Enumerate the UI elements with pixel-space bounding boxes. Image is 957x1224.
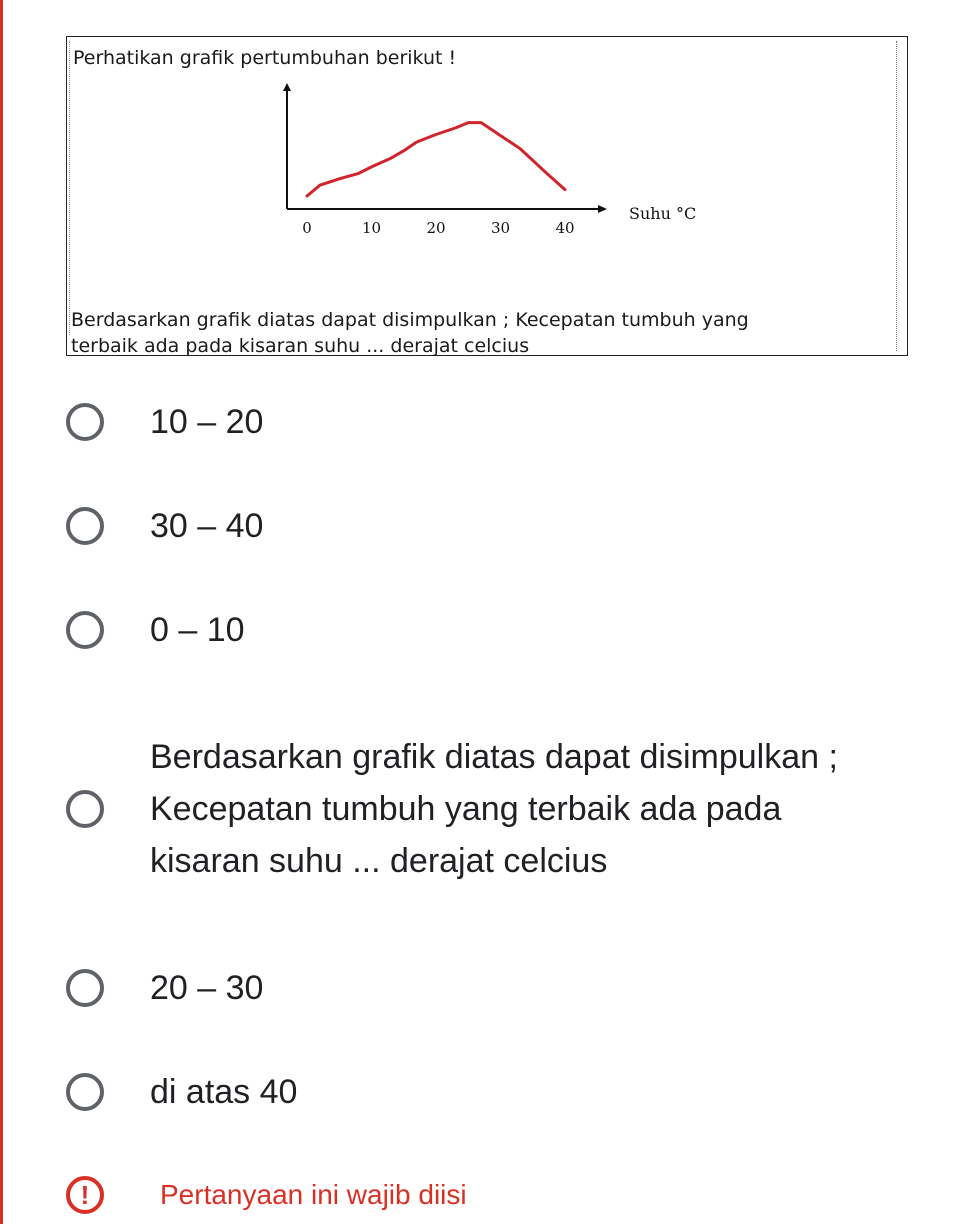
radio-button[interactable] <box>66 790 104 828</box>
radio-button[interactable] <box>66 507 104 545</box>
x-tick-label: 30 <box>490 219 511 237</box>
image-description <box>71 307 907 359</box>
growth-line <box>307 123 565 196</box>
required-error <box>66 1176 467 1214</box>
exclamation-icon: ! <box>66 1176 104 1214</box>
answer-options <box>0 370 957 1144</box>
radio-button[interactable] <box>66 969 104 1007</box>
x-axis-arrow <box>598 205 607 213</box>
option-0-10[interactable] <box>0 578 957 682</box>
required-error-message: Pertanyaan ini wajib diisi <box>160 1179 467 1210</box>
option-label: 10 – 20 <box>150 403 264 441</box>
option-label: di atas 40 <box>150 1073 298 1111</box>
option-label: 30 – 40 <box>150 507 264 545</box>
question-image <box>66 36 908 356</box>
image-description-line-1: Berdasarkan grafik diatas dapat disimpulkan ; Kecepatan tumbuh yang <box>71 309 749 331</box>
x-tick-label: 40 <box>555 219 575 237</box>
image-description-line-2: terbaik ada pada kisaran suhu ... derajat celcius <box>71 335 530 357</box>
radio-button[interactable] <box>66 1073 104 1111</box>
x-tick-label: 20 <box>426 219 446 237</box>
option-label: 0 – 10 <box>150 611 245 649</box>
image-title: Perhatikan grafik pertumbuhan berikut ! <box>73 47 457 69</box>
growth-chart <box>257 81 797 251</box>
radio-button[interactable] <box>66 403 104 441</box>
x-tick-label: 0 <box>302 219 312 237</box>
option-20-30[interactable] <box>0 936 957 1040</box>
image-border-left <box>69 41 70 335</box>
option-above-40[interactable] <box>0 1040 957 1144</box>
option-10-20[interactable] <box>0 370 957 474</box>
option-30-40[interactable] <box>0 474 957 578</box>
option-label: Berdasarkan grafik diatas dapat disimpulkan ; Kecepatan tumbuh yang terbaik ada pada kisaran suhu ... derajat celcius <box>150 738 838 880</box>
image-border-right <box>896 41 897 351</box>
radio-button[interactable] <box>66 611 104 649</box>
option-question-text[interactable] <box>0 682 957 936</box>
x-axis-label: Suhu °C <box>629 204 697 223</box>
y-axis-arrow <box>283 83 291 91</box>
option-label: 20 – 30 <box>150 969 264 1007</box>
x-tick-label: 10 <box>361 219 382 237</box>
